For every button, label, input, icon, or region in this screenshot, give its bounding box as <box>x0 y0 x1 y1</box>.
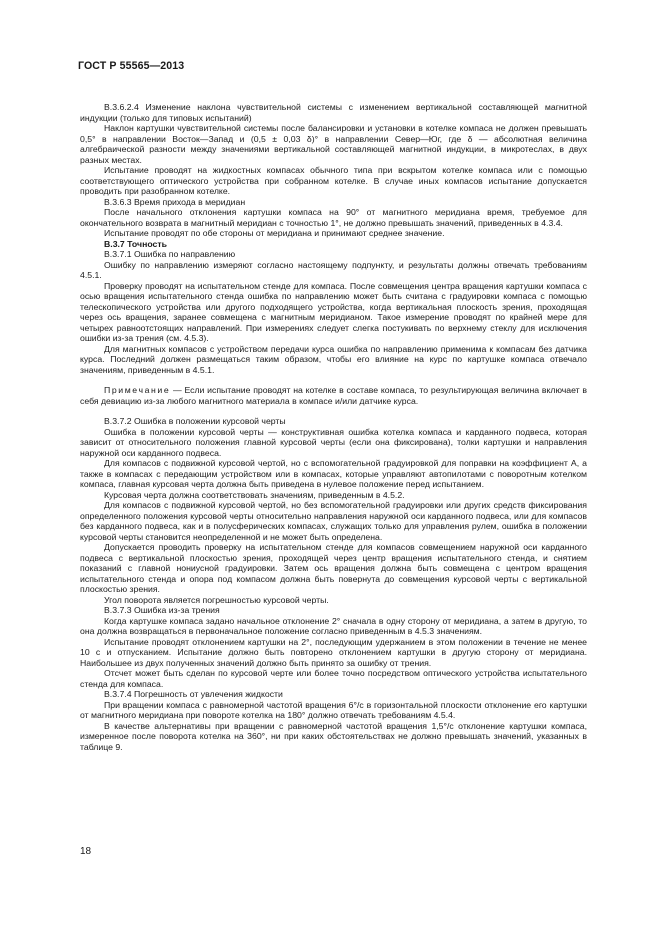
paragraph: Курсовая черта должна соответствовать значениям, приведенным в 4.5.2. <box>104 489 405 500</box>
section-heading: В.3.7.1 Ошибка по направлению <box>104 249 236 259</box>
paragraph: Когда картушке компаса задано начальное отклонение 2° сначала в одну сторону от меридиана, а затем в другую, то она должна возвращаться в первоначальное положение согласно приведенным в 4.5.3 значениям. <box>80 615 587 636</box>
paragraph: Ошибку по направлению измеряют согласно настоящему подпункту, и результаты должны отвечать требованиям 4.5.1. <box>80 259 587 280</box>
paragraph: Допускается проводить проверку на испытательном стенде для компасов совмещением наружной оси карданного подвеса с вертикальной плоскостью зрения, проходящей через центр вращения испытательного стенда, и снятием показаний с главной нониусной градуировки. Затем ось вращения должна быть совмещена с центром вращения испытательного стенда и опора под компасом должна быть повернута до совмещения курсовой черты с вертикальной плоскостью зрения. <box>80 542 587 594</box>
paragraph: Проверку проводят на испытательном стенде для компаса. После совмещения центра вращения картушки компаса с осью вращения испытательного стенда ошибка по направлению может быть считана с градуировки компаса с помощью телескопического устройства или другого подходящего устройства, когда вертикальная плоскость зрения, проходящая через ось вращения, заранее совмещена с магнитным меридианом. Такое измерение проводят по крайней мере для четырех равноотстоящих направлений. При измерениях следует слегка постукивать по верхнему стеклу для исключения ошибки из-за трения (см. 4.5.3). <box>80 280 587 343</box>
document-header: ГОСТ Р 55565—2013 <box>78 60 185 72</box>
section-heading: В.3.7.3 Ошибка из-за трения <box>104 605 220 615</box>
paragraph: Испытание проводят на жидкостных компасах обычного типа при вскрытом котелке компаса или с помощью соответствующего оптического устройства при собранном котелке. В случае иных компасов испытание допускается проводить при разобранном котелке. <box>80 165 587 196</box>
note-paragraph <box>80 385 587 406</box>
paragraph: После начального отклонения картушки компаса на 90° от магнитного меридиана время, требуемое для окончательного возврата в магнитный меридиан с точностью 1°, не должно превышать значений, приведенных в 4.3.4. <box>80 207 587 228</box>
page-number: 18 <box>80 846 92 857</box>
paragraph: Угол поворота является погрешностью курсовой черты. <box>104 594 329 605</box>
section-heading: В.3.7.4 Погрешность от увлечения жидкости <box>104 689 283 699</box>
paragraph: Отсчет может быть сделан по курсовой черте или более точно посредством оптического устройства испытательного стенда для компаса. <box>80 668 587 689</box>
paragraph: В.3.6.2.4 Изменение наклона чувствительной системы с изменением вертикальной составляющей магнитной индукции (только для типовых испытаний) <box>80 102 587 123</box>
section-heading: В.3.6.3 Время прихода в меридиан <box>104 196 246 207</box>
paragraph: Испытание проводят по обе стороны от меридиана и принимают среднее значение. <box>104 228 445 238</box>
paragraph: Для магнитных компасов с устройством передачи курса ошибка по направлению применима к компасам без датчика курса. Последний должен размещаться таким образом, чтобы его влияние на курс по картушке компаса отвечало значениям, приведенным в 4.5.1. <box>80 343 587 375</box>
document-body <box>80 102 587 752</box>
note-text: — Если испытание проводят на котелке в составе компаса, то результирующая величина включает в себя девиацию из-за любого магнитного материала в компасе и/или датчике курса. <box>80 385 587 406</box>
section-heading: В.3.7.2 Ошибка в положении курсовой черты <box>104 416 286 426</box>
paragraph: Для компасов с подвижной курсовой чертой, но с вспомогательной градуировкой для поправки на коэффициент А, а также в компасах с передающим устройством или в компасах, которые управляют автопилотами с поворотным котелком компаса, главная курсовая черта должна быть приведена в нулевое положение перед испытанием. <box>80 458 587 489</box>
section-heading: В.3.7 Точность <box>104 238 167 249</box>
paragraph: Наклон картушки чувствительной системы после балансировки и установки в котелке компаса не должен превышать 0,5° в направлении Восток—Запад и (0,5 ± 0,03 δ)° в направлении Север—Юг, где δ — абсолютная величина алгебраической разности между значениями вертикальной составляющей магнитной индукции, в микротеслах, в двух разных местах. <box>80 123 587 165</box>
paragraph: В качестве альтернативы при вращении с равномерной частотой вращения 1,5°/с отклонение картушки компаса, измеренное после поворота котелка на 360°, ни при каких обстоятельствах не должно превышать значений, указанных в таблице 9. <box>80 720 587 752</box>
note-label: Примечание <box>104 385 171 395</box>
paragraph: Испытание проводят отклонением картушки на 2°, последующим удержанием в этом положении в течение не менее 10 с и отпусканием. Испытание должно быть повторено отклонением картушки в другую сторону от меридиана. Наибольшее из двух полученных значений должно быть принято за ошибку от трения. <box>80 636 587 668</box>
paragraph: Ошибка в положении курсовой черты — конструктивная ошибка котелка компаса и карданного подвеса, которая зависит от относительного положения главной курсовой черты (если она фиксирована), толки картушки и направления наружной оси карданного подвеса. <box>80 426 587 458</box>
paragraph: При вращении компаса с равномерной частотой вращения 6°/с в горизонтальной плоскости отклонение его картушки от магнитного меридиана при повороте котелка на 180° должно отвечать требованиям 4.5.4. <box>80 699 587 720</box>
paragraph: Для компасов с подвижной курсовой чертой, но без вспомогательной градуировки или других средств фиксирования определенного положения курсовой черты относительно направления наружной оси карданного подвеса, или для компасов без карданного подвеса, как и в полусферических компасах, служащих только для управления рулем, ошибка в положении курсовой черты становится неопределенной и не может быть определена. <box>80 500 587 542</box>
